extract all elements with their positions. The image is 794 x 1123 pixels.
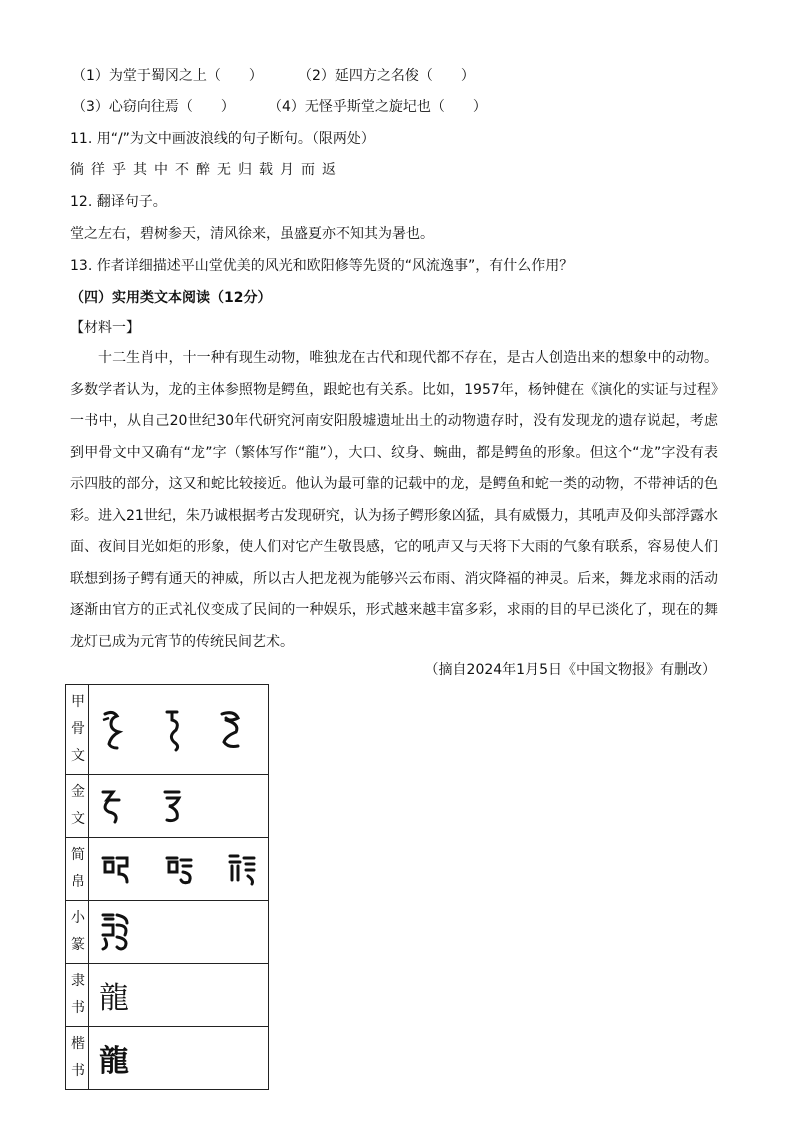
row-label-small-seal: 小篆 — [66, 901, 89, 964]
table-row — [66, 1027, 269, 1090]
section-heading: （四）实用类文本阅读（12分） — [70, 290, 272, 306]
oracle-glyph-2-icon — [159, 708, 185, 752]
question-12-prompt: 12. 翻译句子。 — [70, 194, 167, 210]
table-row — [66, 901, 269, 964]
table-row — [66, 775, 269, 838]
small-seal-glyphs — [89, 901, 269, 964]
row-label-clerical: 隶书 — [66, 964, 89, 1027]
oracle-glyph-3-icon — [216, 708, 246, 752]
glyph-evolution-table — [65, 684, 269, 1090]
silk-glyph-2-icon — [163, 852, 195, 888]
source-citation: （摘自2024年1月5日《中国文物报》有删改） — [424, 662, 716, 678]
option-1: （1）为堂于蜀冈之上（ ） — [72, 68, 263, 84]
option-4: （4）无怪乎斯堂之旋圮也（ ） — [268, 99, 487, 115]
row-label-silk: 简帛 — [66, 838, 89, 901]
option-2: （2）延四方之名俊（ ） — [298, 68, 475, 84]
question-13-prompt: 13. 作者详细描述平山堂优美的风光和欧阳修等先贤的“风流逸事”，有什么作用？ — [70, 258, 574, 274]
regular-script-glyph: 龍 — [89, 1027, 269, 1090]
silk-glyph-3-icon — [226, 852, 258, 888]
bronze-glyph-1-icon — [99, 786, 127, 826]
clerical-script-glyph: 龍 — [89, 964, 269, 1027]
question-11-sentence: 徜徉乎其中不醉无归载月而返 — [70, 162, 343, 178]
row-label-bronze: 金文 — [66, 775, 89, 838]
silk-glyph-1-icon — [99, 852, 131, 888]
small-seal-glyph-icon — [99, 911, 133, 953]
row-label-oracle-bone: 甲骨文 — [66, 685, 89, 775]
silk-glyphs — [89, 838, 269, 901]
table-row — [66, 838, 269, 901]
option-3: （3）心窃向往焉（ ） — [72, 99, 235, 115]
options-row-1 — [70, 66, 720, 86]
bronze-glyph-2-icon — [159, 786, 187, 826]
material-paragraph: 十二生肖中，十一种有现生动物，唯独龙在古代和现代都不存在，是古人创造出来的想象中的动物。多数学者认为，龙的主体参照物是鳄鱼，跟蛇也有关系。比如，1957年，杨钟健在《演化的实证与过程》一书中，从自己20世纪30年代研究河南安阳殷墟遗址出土的动物遗存时，没有发现龙的遗存说起，考虑到甲骨文中又确有“龙”字（繁体写作“龍”），大口、纹身、蜿曲，都是鳄鱼的形象。但这个“龙”字没有表示四肢的部分，这又和蛇比较接近。他认为最可靠的记载中的龙，是鳄鱼和蛇一类的动物，不带神话的色彩。进入21世纪，朱乃诚根据考古发现研究，认为扬子鳄形象凶猛，具有威慑力，其吼声及仰头部浮露水面、夜间目光如炬的形象，使人们对它产生敬畏感，它的吼声又与天将下大雨的气象有联系，容易使人们联想到扬子鳄有通天的神威，所以古人把龙视为能够兴云布雨、消灾降福的神灵。后来，舞龙求雨的活动逐渐由官方的正式礼仪变成了民间的一种娱乐，形式越来越丰富多彩，求雨的目的早已淡化了，现在的舞龙灯已成为元宵节的传统民间艺术。 — [70, 350, 718, 650]
material-label: 【材料一】 — [70, 320, 140, 336]
options-row-2 — [70, 97, 720, 117]
table-row — [66, 964, 269, 1027]
question-12-sentence: 堂之左右，碧树参天，清风徐来，虽盛夏亦不知其为暑也。 — [70, 226, 434, 242]
oracle-bone-glyphs — [89, 685, 269, 775]
table-row — [66, 685, 269, 775]
row-label-regular: 楷书 — [66, 1027, 89, 1090]
bronze-glyphs — [89, 775, 269, 838]
question-11-prompt: 11. 用“/”为文中画波浪线的句子断句。（限两处） — [70, 131, 375, 147]
oracle-glyph-1-icon — [99, 708, 127, 752]
